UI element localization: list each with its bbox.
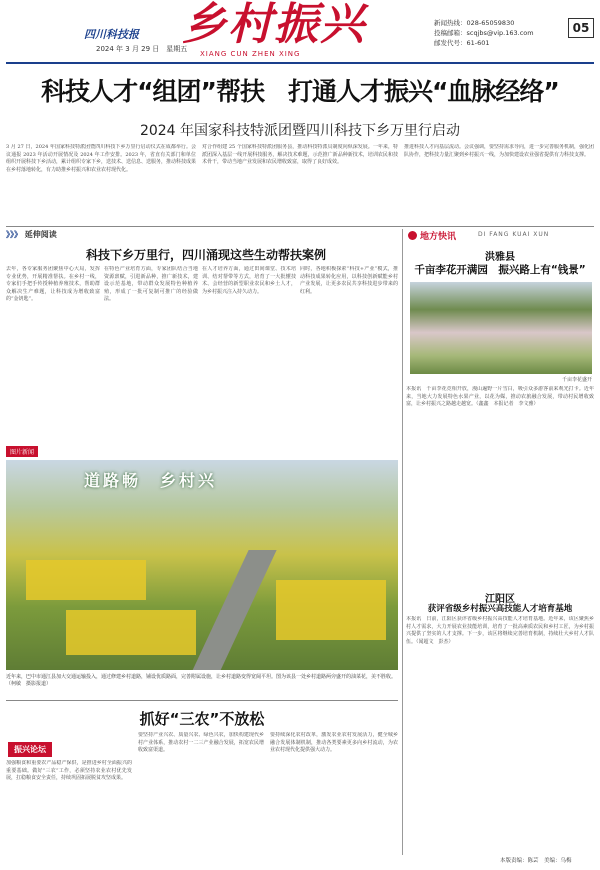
local-news-label: 地方快讯 xyxy=(420,232,457,242)
field-patch xyxy=(26,560,146,600)
story3-col3: 要持续深化农村改革，激发农业农村发展活力，健全城乡融合发展体制机制，推动各类要素更多向乡村流动，为农业农村现代化提供强大动力。 xyxy=(270,732,398,754)
section-divider xyxy=(6,700,398,701)
contact-postcode: 邮发代号：61-601 xyxy=(434,39,490,47)
newspaper-logo: 四川科技报 xyxy=(84,28,139,41)
plum-blossom-photo xyxy=(410,282,592,374)
lead-body-mid: 对合作组建 25 个国家科技特派团服务县，推动科技特派员制度向纵深发展。一年来，特派团深入基层一线开展科技服务，解决技术难题，示范推广新品种新技术，培训农民和技术骨干，带动当地产业发展和农民增收致富，取得了良好成效。 xyxy=(202,144,398,166)
story2-col3: 在人才培养方面，通过田间课堂、技术培训、结对帮带等方式，培育了一大批懂技术、会经营的新型职业农民和乡土人才，为乡村振兴注入持久动力。 xyxy=(202,266,296,295)
rapeseed-road-photo xyxy=(6,460,398,670)
hongya-title: 洪雅县 xyxy=(485,252,515,263)
issue-date: 2024 年 3 月 29 日 星期五 xyxy=(96,45,188,53)
contact-info xyxy=(434,18,534,48)
label-text: 延伸阅读 xyxy=(24,230,57,239)
lead-headline: 科技人才“组团”帮扶 打通人才振兴“血脉经络” xyxy=(41,77,559,106)
story2-col1: 去年，各专家服务团聚焦中心大局，发挥专业优势，开展精准帮扶。在乡村一线，专家们手把手传授种植养殖技术，帮助群众解决生产难题，让科技成为增收致富的“金钥匙”。 xyxy=(6,266,100,303)
field-patch xyxy=(276,580,386,640)
story2-col4: 同时，各地积极探索“科技+产业”模式，推动科技成果转化应用，以科技创新赋能乡村产业发展，让更多农民共享科技进步带来的红利。 xyxy=(300,266,398,295)
forum-badge: 振兴论坛 xyxy=(8,742,52,757)
jiangyang-subtitle: 获评省级乡村振兴高技能人才培育基地 xyxy=(427,604,573,614)
story2-title: 科技下乡万里行，四川涌现这些生动帮扶案例 xyxy=(85,248,326,262)
masthead xyxy=(0,0,600,64)
editor-credit: 本版责编：陈芸 美编：乌梅 xyxy=(500,858,572,864)
contact-hotline: 新闻热线：028-65059830 xyxy=(434,19,515,27)
story2-col2: 在特色产业培育方面，专家团队结合当地资源禀赋，引进新品种，推广新技术，建设示范基地，带动群众发展特色种植养殖，形成了一批可复制可推广的经验做法。 xyxy=(104,266,198,303)
column-divider xyxy=(402,229,403,855)
hongya-body: 本报讯 千亩李花竞相开放，漫山遍野一片雪白，吸引众多游客前来观光打卡。近年来，当地大力发展特色水果产业，以花为媒，推动农旅融合发展，带动村民增收致富，让乡村振兴之路越走越宽。（鑫鑫 本报记者 李文雅） xyxy=(406,386,594,408)
label-mark: 》》》 xyxy=(6,230,22,239)
lead-body-right: 推进科技人才向基层流动。会议强调，要坚持需求导向，进一步完善服务机制，强化团队协作，把科技力量汇聚到乡村振兴一线，为加快建设农业强省提供有力科技支撑。 xyxy=(404,144,594,158)
local-news-header xyxy=(406,229,594,243)
photo-title: 道路畅 乡村兴 xyxy=(84,471,218,490)
field-patch xyxy=(66,610,196,655)
story3-col1: 加强粮食和重要农产品稳产保供，是推进乡村全面振兴的重要基础。做好“三农”工作，必须坚持农业农村优先发展，扛稳粮食安全责任，持续巩固拓展脱贫攻坚成果。 xyxy=(6,760,132,782)
plum-photo-caption: 千亩李花盛开 xyxy=(561,377,592,383)
story3-title: 抓好“三农”不放松 xyxy=(139,710,265,728)
lead-subhead: 2024 年国家科技特派团暨四川科技下乡万里行启动 xyxy=(139,123,461,139)
section-divider xyxy=(6,226,594,227)
section-title: 乡村振兴 xyxy=(182,0,366,50)
hongya-subtitle: 千亩李花开满园 振兴路上有“钱景” xyxy=(414,264,586,276)
story3-col2: 要坚持产业兴农、质量兴农、绿色兴农，加快构建现代乡村产业体系，推动农村一二三产业融合发展，拓宽农民增收致富渠道。 xyxy=(138,732,264,754)
contact-email: 投稿邮箱：scqjbs@vip.163.com xyxy=(434,29,534,37)
bullet-icon xyxy=(408,231,417,240)
jiangyang-body: 本报讯 日前，江阳区获评省级乡村振兴高技能人才培育基地。近年来，该区聚焦乡村人才需求，大力开展农业技能培训，培育了一批高素质农民和乡村工匠，为乡村振兴提供了坚实的人才支撑。下一步，该区将继续完善培育机制，持续壮大乡村人才队伍。（闻超文 彭杰） xyxy=(406,616,594,645)
masthead-divider xyxy=(6,62,594,64)
jiangyang-title: 江阳区 xyxy=(485,594,515,605)
photo-news-tag: 图片新闻 xyxy=(6,446,38,457)
local-news-pinyin: DI FANG KUAI XUN xyxy=(478,231,550,238)
road xyxy=(183,550,276,670)
photo-caption: 近年来，巴中市通江县加大交通运输投入，通过修建乡村道路，铺设优质路面，完善附属设施，让乡村道路变得宽阔平坦。图为该县一处乡村道路两旁盛开的油菜花，美不胜收。（柯敏 摄影报道） xyxy=(6,674,397,687)
extended-reading-label xyxy=(6,229,57,240)
section-pinyin: XIANG CUN ZHEN XING xyxy=(200,50,301,58)
page-number: 05 xyxy=(568,18,594,38)
lead-body-left: 3 月 27 日，2024 年国家科技特派团暨四川科技下乡万里行启动仪式在成都举行。会议通报 2023 年活动开展情况及 2024 年工作安排。2023 年，省直有关部门和单位组织开展科技下乡活动，累计组织专家下乡，送技术、送信息、送服务，推动科技成果在乡村落地转化，有力助推乡村振兴和农业农村现代化。 xyxy=(6,144,196,173)
